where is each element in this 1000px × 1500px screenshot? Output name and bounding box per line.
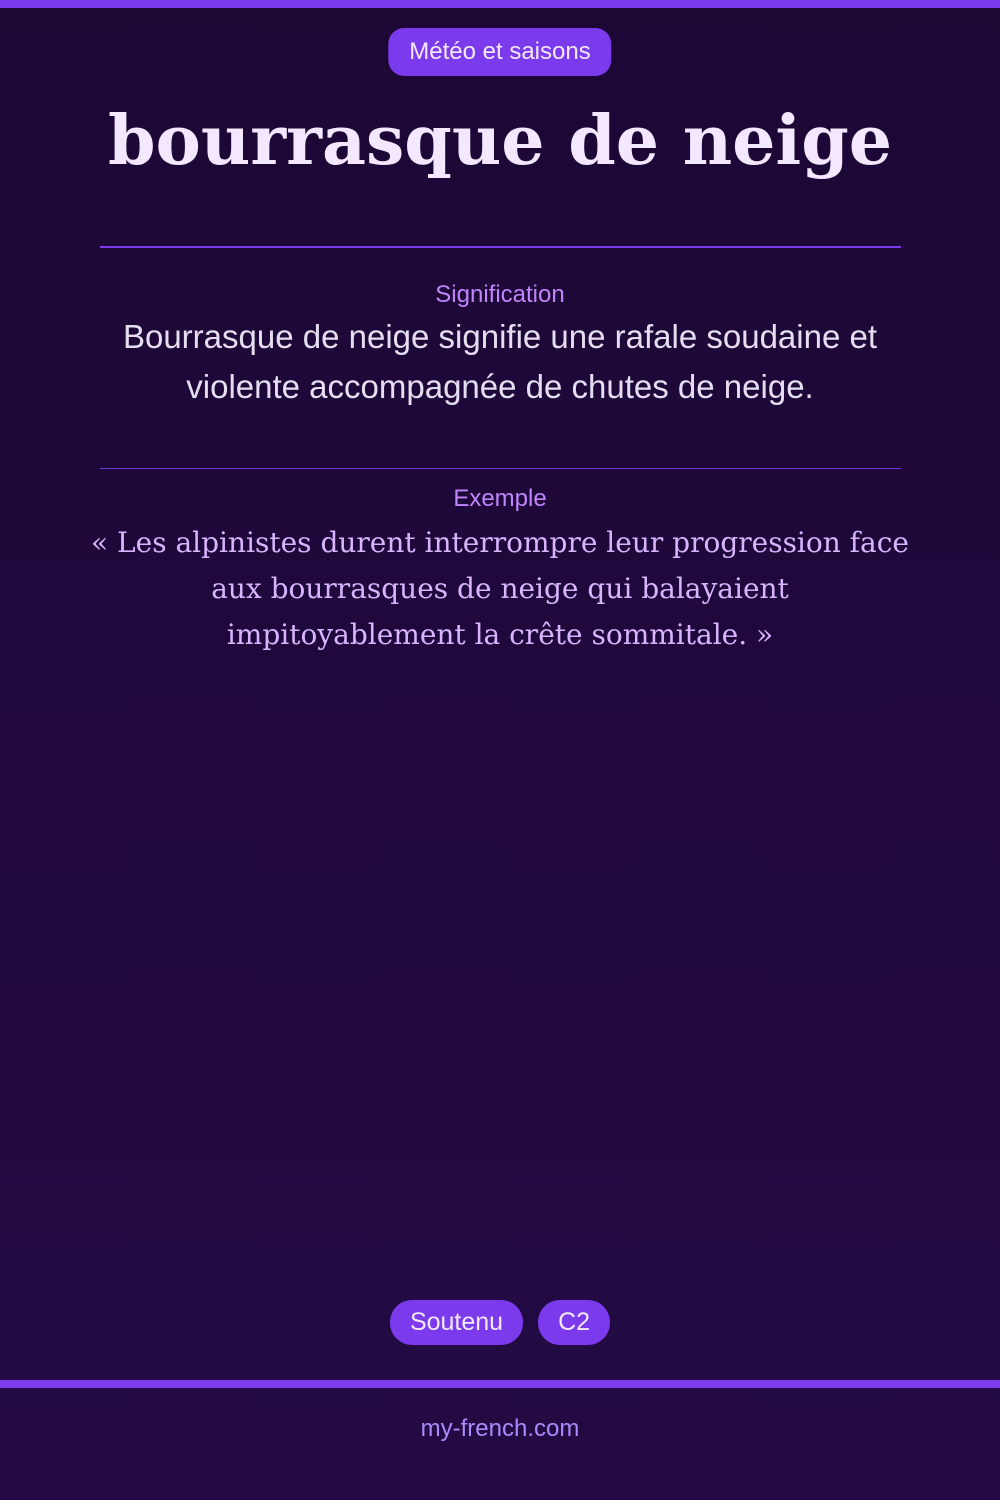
- meaning-label: Signification: [435, 281, 565, 308]
- footer-site-link[interactable]: my-french.com: [420, 1415, 580, 1442]
- divider: [100, 246, 901, 248]
- example-text: « Les alpinistes durent interrompre leur progression face aux bourrasques de neige qui balayaient impitoyablement la crête sommitale. »: [91, 526, 909, 651]
- top-accent-bar: [0, 0, 1000, 8]
- headword-title: bourrasque de neige: [107, 101, 893, 181]
- example-label: Exemple: [453, 485, 547, 512]
- bottom-accent-bar: [0, 1380, 1000, 1388]
- tag-list: [0, 1300, 1000, 1345]
- category-badge: Météo et saisons: [388, 28, 611, 76]
- register-tag: Soutenu: [390, 1300, 523, 1345]
- divider: [100, 468, 901, 469]
- level-tag: C2: [538, 1300, 610, 1345]
- meaning-text: Bourrasque de neige signifie une rafale soudaine et violente accompagnée de chutes de neige.: [122, 318, 878, 405]
